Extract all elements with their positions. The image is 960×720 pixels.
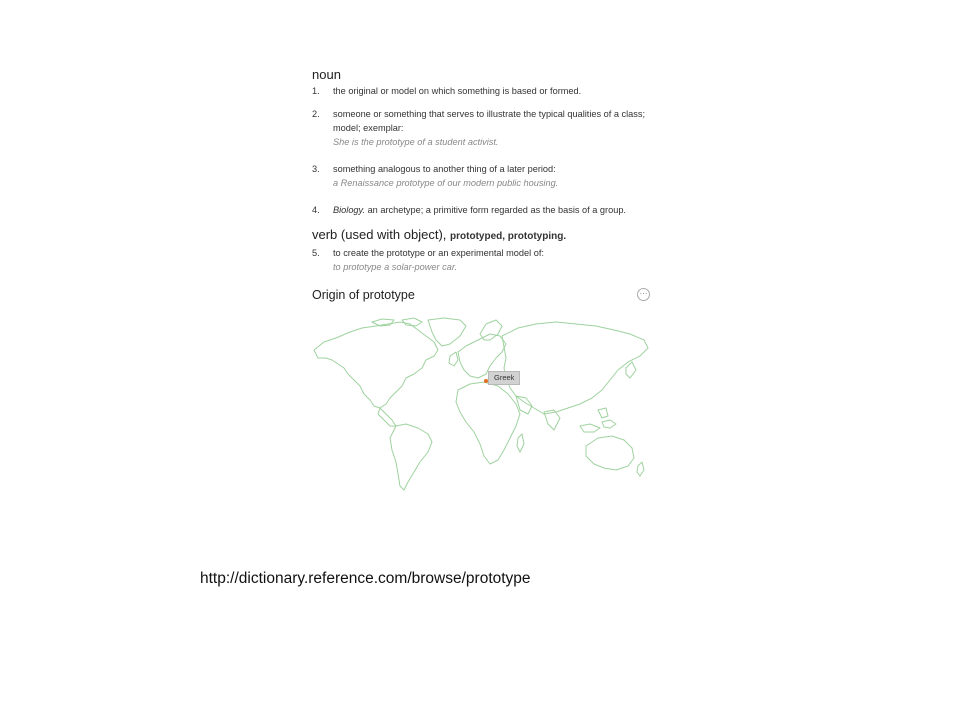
japan-outline [626, 362, 636, 378]
verb-inflections: prototyped, prototyping. [450, 231, 567, 242]
world-map-outline [310, 316, 650, 492]
africa-outline [456, 382, 520, 464]
definition-number: 4. [312, 205, 320, 215]
part-of-speech-noun [312, 66, 657, 83]
definition-example: She is the prototype of a student activist. [333, 137, 499, 147]
southeast-asia-islands-outline [580, 424, 600, 432]
definition-example: a Renaissance prototype of our modern public housing. [333, 178, 559, 188]
southeast-asia-islands-outline [598, 408, 608, 418]
definition-item [312, 203, 657, 217]
origin-tooltip: Greek [488, 371, 520, 385]
north-america-outline [314, 322, 438, 408]
source-url: http://dictionary.reference.com/browse/prototype [200, 570, 531, 587]
definition-text: to create the prototype or an experimental model of: [333, 248, 544, 258]
definition-text: someone or something that serves to illustrate the typical qualities of a class; model; exemplar: [333, 109, 646, 133]
definition-item [312, 107, 657, 149]
noun-label: noun [312, 67, 341, 82]
subject-label: Biology. [333, 205, 366, 215]
definition-text: the original or model on which something is based or formed. [333, 86, 582, 96]
definition-item [312, 246, 657, 274]
central-america-outline [378, 408, 396, 426]
verb-label: verb (used with object), [312, 227, 447, 242]
ellipsis-circle-icon[interactable]: ··· [637, 288, 650, 301]
definition-text: an archetype; a primitive form regarded as the basis of a group. [365, 205, 626, 215]
part-of-speech-verb [312, 226, 657, 245]
new-zealand-outline [637, 462, 644, 476]
arctic-islands-outline [402, 318, 422, 326]
australia-outline [586, 436, 634, 470]
definition-number: 5. [312, 248, 320, 258]
definition-text: something analogous to another thing of a later period: [333, 164, 556, 174]
southeast-asia-islands-outline [602, 420, 616, 428]
definition-number: 3. [312, 164, 320, 174]
british-isles-outline [449, 352, 458, 366]
origin-title: Origin of prototype [312, 288, 415, 302]
definition-number: 1. [312, 86, 320, 96]
south-america-outline [390, 424, 432, 490]
madagascar-outline [517, 434, 524, 452]
definition-entry [312, 66, 657, 274]
world-map [310, 316, 650, 492]
definition-example: to prototype a solar-power car. [333, 262, 458, 272]
definition-item [312, 162, 657, 190]
definition-item [312, 84, 657, 98]
definition-number: 2. [312, 109, 320, 119]
origin-section-header [312, 288, 650, 306]
